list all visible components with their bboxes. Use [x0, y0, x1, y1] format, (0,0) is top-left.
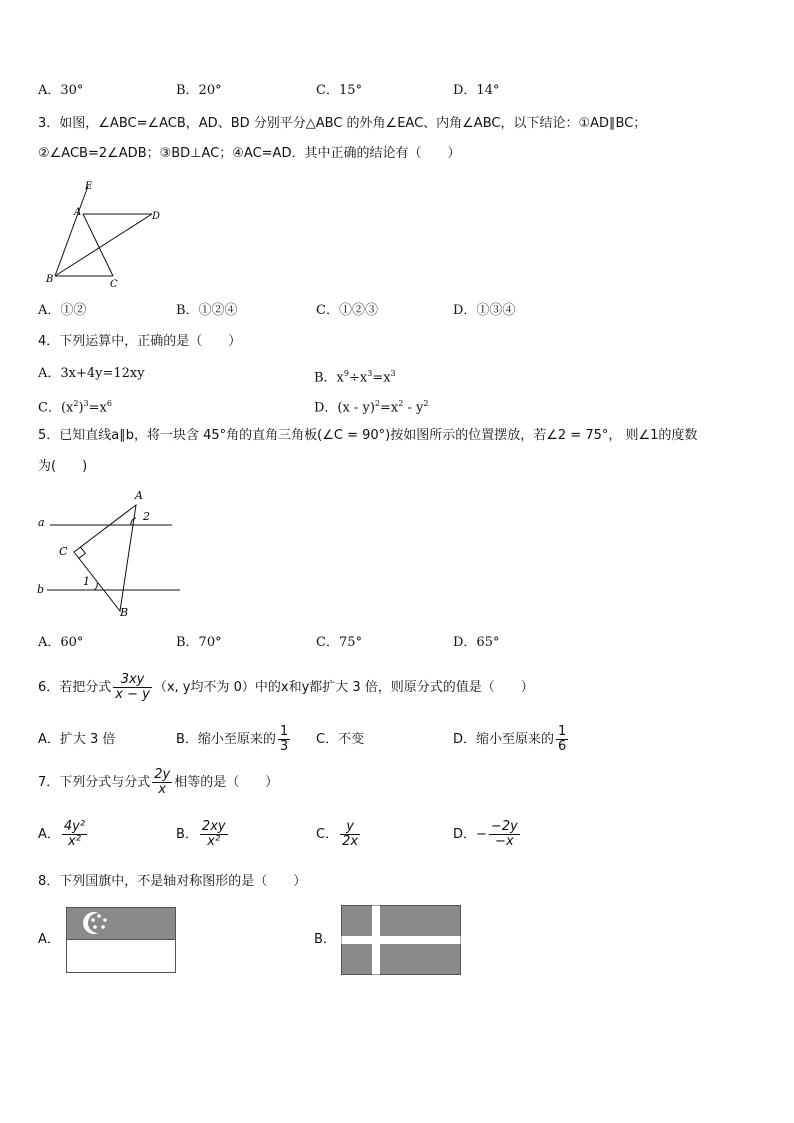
- q8-option-b-label: B．: [314, 932, 336, 947]
- q2-option-d: D．14°: [453, 83, 500, 98]
- q4-option-c: C．$(x^2)^3=x^6$: [38, 399, 112, 416]
- q7-option-b: B． $\frac{2xy}{\text{x²}}$: [176, 819, 226, 849]
- q5-label-a: a: [38, 516, 45, 529]
- q5-label-B: B: [120, 606, 129, 619]
- q2-option-c: C．15°: [316, 83, 362, 98]
- q3-label-a: A: [74, 207, 82, 218]
- q5-label-b: b: [37, 583, 45, 596]
- q2-option-a: A．30°: [38, 83, 84, 98]
- q6-fraction: $\frac{3xy}{x - y}$: [115, 672, 150, 702]
- q5-option-d: D．65°: [453, 635, 500, 650]
- q3-option-b: B．①②④: [176, 303, 238, 318]
- q5-option-c: C．75°: [316, 635, 362, 650]
- q3-label-c: C: [110, 279, 118, 290]
- q7-stem: 7．下列分式与分式 $\frac{2y}{x}$ 相等的是（ ）: [38, 767, 279, 797]
- q3-stem-line1: 3．如图，∠ABC=∠ACB，AD、BD 分别平分△ABC 的外角∠EAC、内角∠ABC，以下结论：①AD∥BC；: [38, 116, 647, 131]
- q5-angle1-arc: [94, 583, 97, 590]
- q3-line-eb: [55, 186, 88, 276]
- q2-option-b: B．20°: [176, 83, 222, 98]
- q5-label-2: 2: [143, 510, 150, 523]
- q6-option-b: B．缩小至原来的 $\frac{1}{3}$: [176, 724, 289, 754]
- q3-option-a: A．①②: [38, 303, 87, 318]
- q5-stem-line2: 为( ): [38, 459, 88, 474]
- q8-stem: 8．下列国旗中，不是轴对称图形的是（ ）: [38, 874, 307, 889]
- q4-option-d: D．$(x - y)^2=x^2 - y^2$: [314, 399, 429, 416]
- q7-option-d: D．− $\frac{-2y}{-x}$: [453, 819, 518, 849]
- q5-triangle: [74, 505, 136, 611]
- q5-stem-line1: 5．已知直线a∥b，将一块含 45°角的直角三角板(∠C = 90°)按如图所示的位置摆放，若∠2 = 75°， 则∠1的度数: [38, 428, 698, 443]
- q7-option-c: C． $\frac{y}{2x}$: [316, 819, 359, 849]
- q5-option-b: B．70°: [176, 635, 222, 650]
- q4-stem: 4．下列运算中，正确的是（ ）: [38, 334, 242, 349]
- q6-stem: 6．若把分式 $\frac{3xy}{x - y}$ （x, y均不为 0）中的x和y都扩大 3 倍，则原分式的值是（ ）: [38, 672, 534, 702]
- q6-option-c: C．不变: [316, 732, 365, 747]
- q5-right-angle-mark: [79, 547, 86, 558]
- q5-label-A: A: [135, 489, 143, 502]
- q3-line-bd: [55, 214, 152, 276]
- q5-figure: [34, 485, 189, 623]
- q3-label-e: E: [85, 181, 93, 192]
- q3-option-d: D．①③④: [453, 303, 516, 318]
- q6-option-a: A．扩大 3 倍: [38, 732, 116, 747]
- q3-option-c: C．①②③: [316, 303, 378, 318]
- q6-option-d: D．缩小至原来的 $\frac{1}{6}$: [453, 724, 567, 754]
- q3-figure: [40, 178, 170, 290]
- q3-label-d: D: [152, 211, 161, 222]
- q3-line-ac: [83, 214, 113, 276]
- q7-option-a: A． $\frac{\text{4y²}}{\text{x²}}$: [38, 819, 86, 849]
- q5-label-C: C: [59, 545, 68, 558]
- q5-option-a: A．60°: [38, 635, 84, 650]
- q3-label-b: B: [46, 274, 54, 285]
- q3-stem-line2: ②∠ACB=2∠ADB；③BD⊥AC；④AC=AD．其中正确的结论有（ ）: [38, 146, 461, 161]
- q4-option-a: A．3x+4y=12xy: [38, 366, 145, 381]
- q7-fraction: $\frac{2y}{x}$: [154, 767, 171, 797]
- q8-flag-b-cross: [341, 905, 461, 975]
- q8-flag-a-singapore: [66, 907, 176, 973]
- q4-option-b: B．$x^9\div x^3=x^3$: [314, 369, 396, 386]
- q8-option-a-label: A．: [38, 932, 60, 947]
- q5-label-1: 1: [83, 575, 90, 588]
